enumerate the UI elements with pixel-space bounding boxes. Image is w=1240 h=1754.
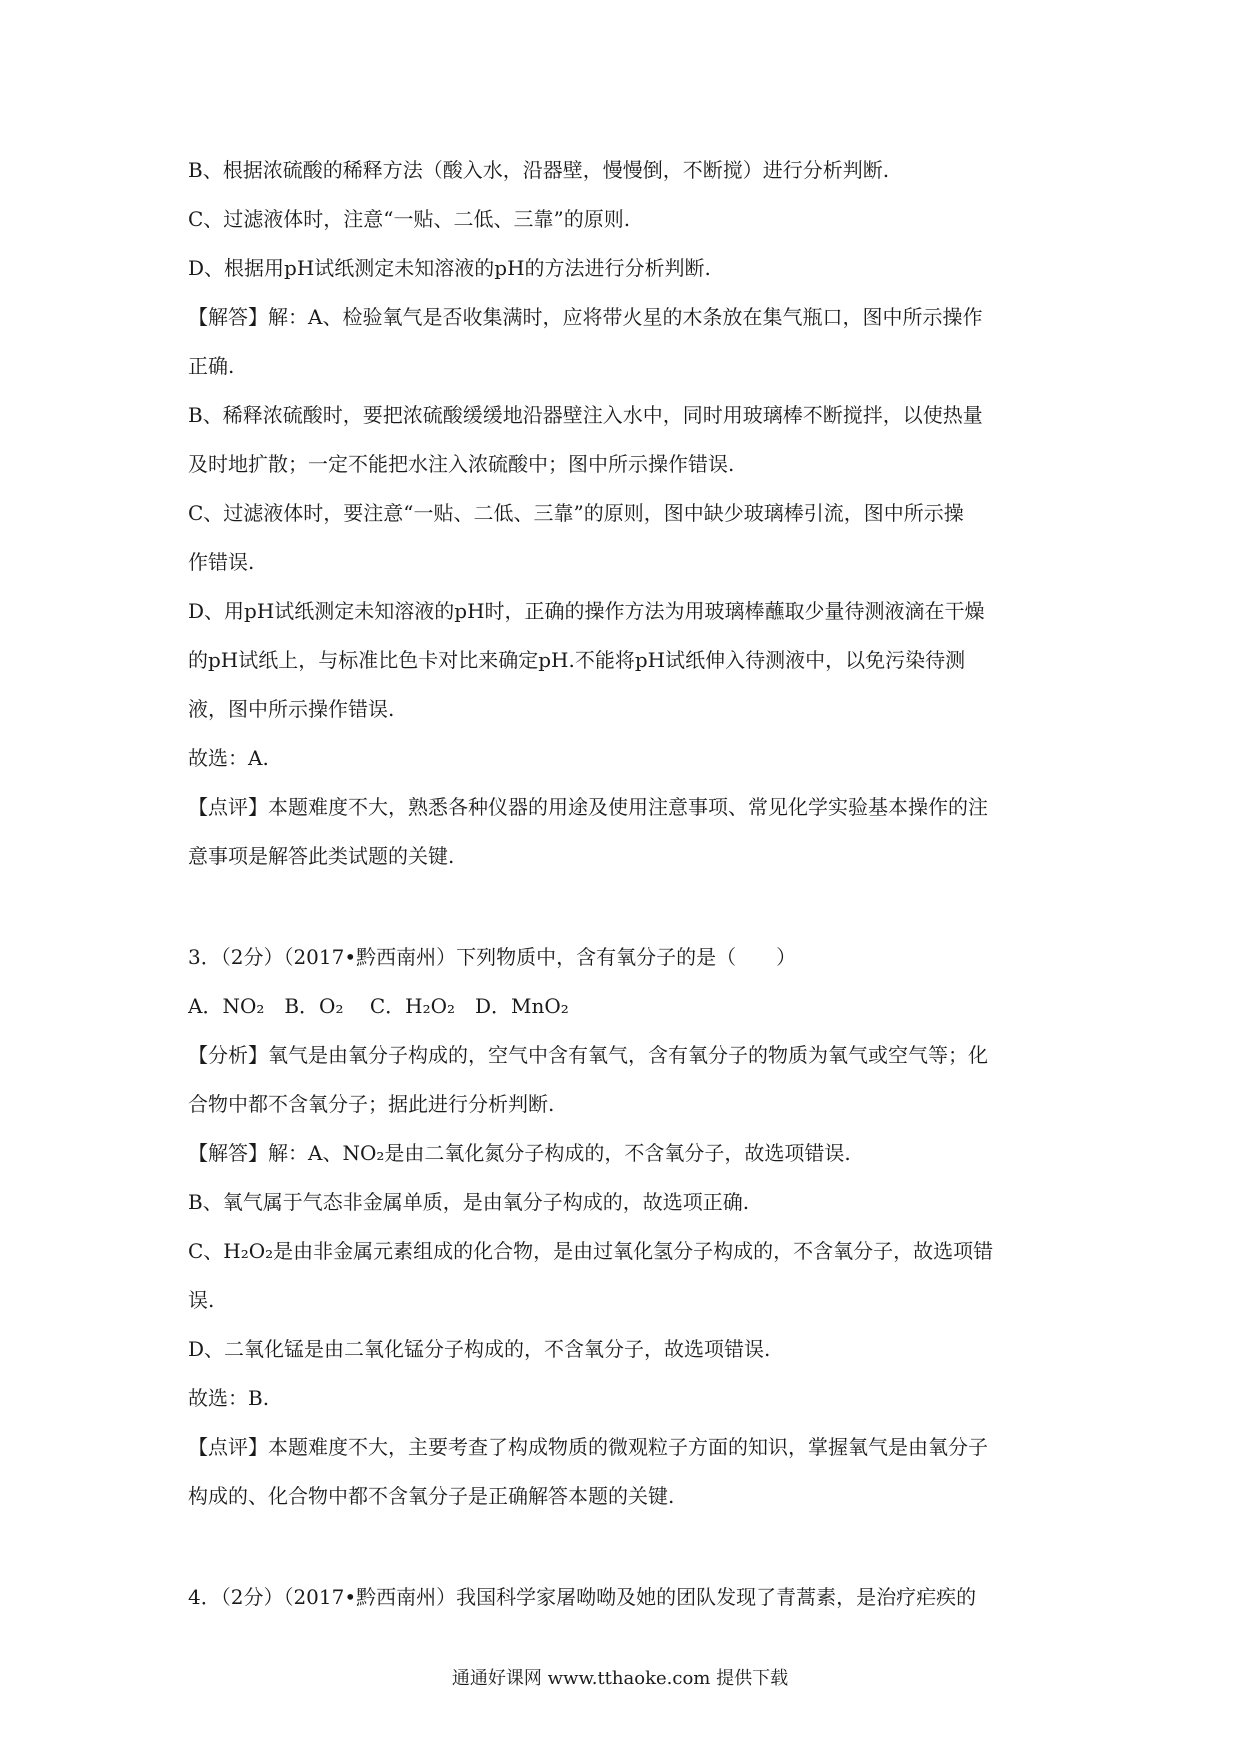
text-line: 作错误. [188, 550, 255, 574]
answer-line: 【解答】解：A、NO₂是由二氧化氮分子构成的，不含氧分子，故选项错误. [188, 1141, 851, 1165]
text-line: D、二氧化锰是由二氧化锰分子构成的，不含氧分子，故选项错误. [188, 1337, 771, 1361]
text-line: 液，图中所示操作错误. [188, 697, 395, 721]
page-footer: 通通好课网 www.tthaoke.com 提供下载 [451, 1668, 789, 1689]
analysis-line: 【分析】氧气是由氧分子构成的，空气中含有氧气，含有氧分子的物质为氧气或空气等；化 [188, 1043, 988, 1067]
text-line: 意事项是解答此类试题的关键. [188, 844, 455, 868]
text-line: 故选：A. [188, 746, 269, 770]
text-line: 合物中都不含氧分子；据此进行分析判断. [188, 1092, 555, 1116]
text-line: B、稀释浓硫酸时，要把浓硫酸缓缓地沿器壁注入水中，同时用玻璃棒不断搅拌，以使热量 [188, 403, 983, 427]
text-line: B、氧气属于气态非金属单质，是由氧分子构成的，故选项正确. [188, 1190, 750, 1214]
question-3-title: 3．（2分）（2017•黔西南州）下列物质中，含有氧分子的是（ ） [188, 945, 797, 969]
answer-line: 【解答】解：A、检验氧气是否收集满时，应将带火星的木条放在集气瓶口，图中所示操作 [188, 305, 983, 329]
document-body [188, 156, 1060, 1632]
text-line: 误. [188, 1288, 215, 1312]
text-line: 及时地扩散；一定不能把水注入浓硫酸中；图中所示操作错误. [188, 452, 735, 476]
text-line: D、根据用pH试纸测定未知溶液的pH的方法进行分析判断. [188, 256, 711, 280]
text-line: 构成的、化合物中都不含氧分子是正确解答本题的关键. [188, 1484, 675, 1508]
text-line: 故选：B. [188, 1386, 270, 1410]
text-line: B、根据浓硫酸的稀释方法（酸入水，沿器壁，慢慢倒，不断搅）进行分析判断. [188, 158, 890, 182]
text-line: C、H₂O₂是由非金属元素组成的化合物，是由过氧化氢分子构成的，不含氧分子，故选项错 [188, 1239, 994, 1263]
text-line: D、用pH试纸测定未知溶液的pH时，正确的操作方法为用玻璃棒蘸取少量待测液滴在干燥 [188, 599, 985, 623]
text-line: C、过滤液体时，注意“一贴、二低、三靠”的原则. [188, 207, 631, 231]
comment-line: 【点评】本题难度不大，熟悉各种仪器的用途及使用注意事项、常见化学实验基本操作的注 [188, 795, 988, 819]
comment-line: 【点评】本题难度不大，主要考查了构成物质的微观粒子方面的知识，掌握氧气是由氧分子 [188, 1435, 988, 1459]
question-4-title: 4．（2分）（2017•黔西南州）我国科学家屠呦呦及她的团队发现了青蒿素，是治疗疟疾的 [188, 1585, 977, 1609]
text-line: 正确. [188, 354, 235, 378]
text-line: C、过滤液体时，要注意“一贴、二低、三靠”的原则，图中缺少玻璃棒引流，图中所示操 [188, 501, 964, 525]
text-line: 的pH试纸上，与标准比色卡对比来确定pH.不能将pH试纸伸入待测液中，以免污染待测 [188, 648, 966, 672]
question-3-options: A．NO₂ B．O₂ C．H₂O₂ D．MnO₂ [188, 994, 569, 1018]
